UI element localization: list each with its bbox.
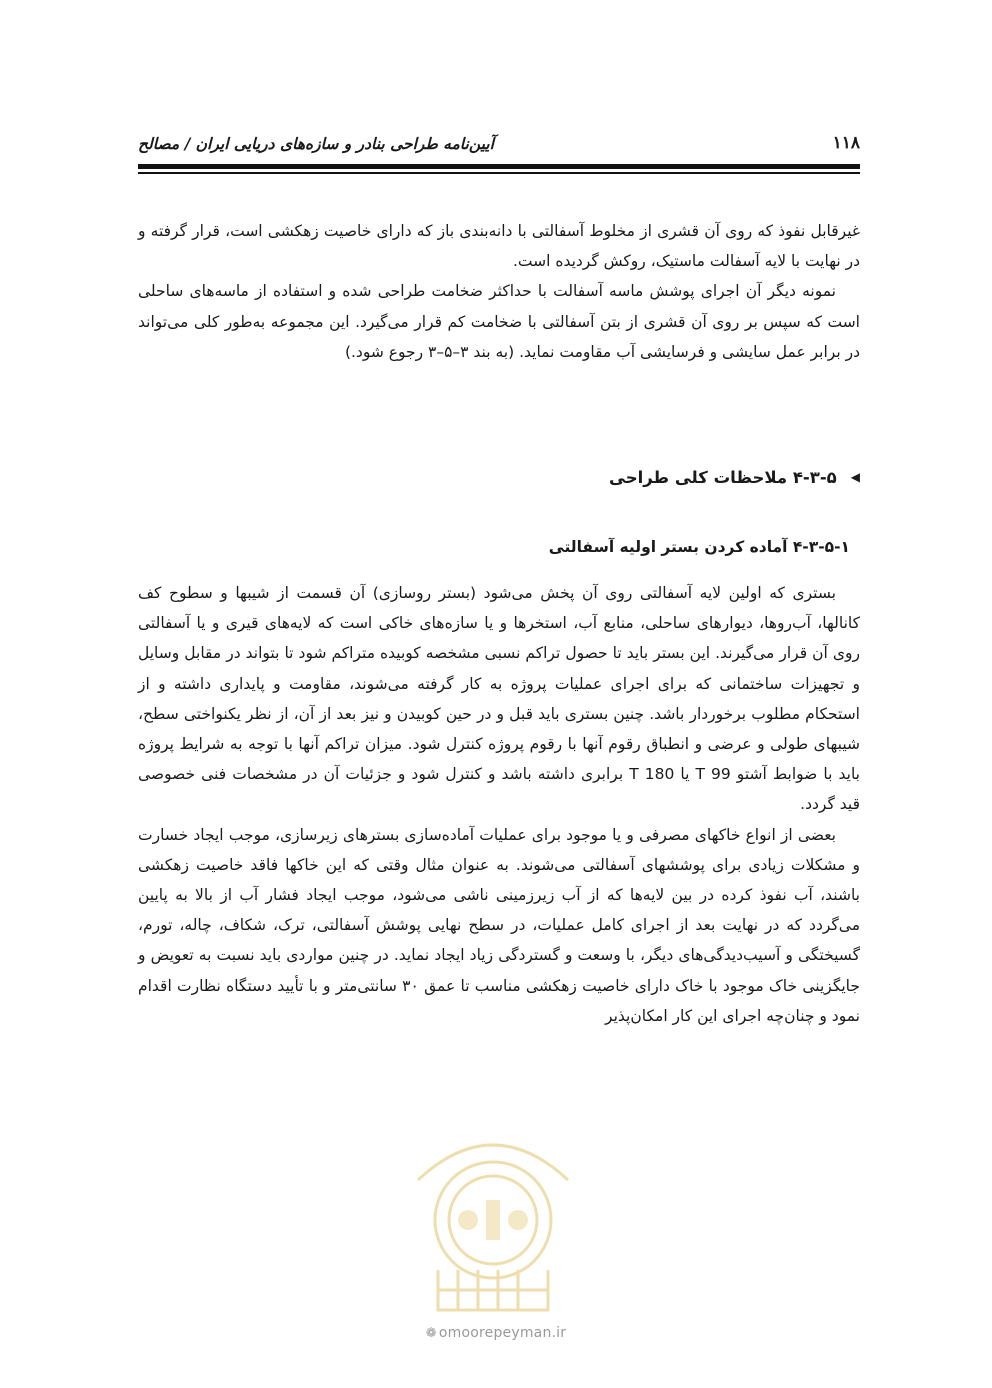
- running-title: آیین‌نامه طراحی بنادر و سازه‌های دریایی ایران / مصالح: [138, 133, 494, 153]
- header-rule-thin: [138, 172, 860, 174]
- intro-text: [138, 216, 860, 367]
- section-heading-text: ۴-۳-۵ ملاحظات کلی طراحی: [609, 467, 837, 487]
- running-header: [138, 128, 860, 158]
- watermark-site-text: omoorepeyman.ir: [438, 1325, 567, 1341]
- body-text: [138, 578, 860, 1031]
- section-heading: [138, 462, 860, 492]
- watermark-site: [0, 1325, 992, 1341]
- triangle-bullet-icon: ◀: [850, 470, 860, 484]
- intro-paragraph-2: نمونه دیگر آن اجرای پوشش ماسه آسفالت با حداکثر ضخامت طراحی شده و استفاده از ماسه‌های ساحلی است که سپس بر روی آن قشری از بتن آسفالتی با ضخامت کم قرار می‌گیرد. این مجموعه به‌طور کلی می‌تواند در برابر عمل سایشی و فرسایشی آب مقاومت نماید. (به بند ۳–۵–۳ رجوع شود.): [138, 282, 860, 361]
- subsection-heading: [138, 532, 860, 562]
- watermark-seal-icon: [378, 1120, 608, 1320]
- subsection-heading-text: ۴-۳-۵-۱ آماده کردن بستر اولیه آسفالتی: [548, 538, 850, 556]
- site-logo-icon: ❁: [425, 1326, 437, 1341]
- body-paragraph-2: بعضی از انواع خاکهای مصرفی و یا موجود برای عملیات آماده‌سازی بسترهای زیرسازی، موجب ایجاد خسارت و مشکلات زیادی برای پوششهای آسفالتی می‌شوند. به عنوان مثال وقتی که این خاکها فاقد خاصیت زهکشی باشند، آب نفوذ کرده در بین لایه‌ها که از آب زیرزمینی ناشی می‌شود، موجب ایجاد فشار آب از بالا به پایین می‌گردد که در نهایت بعد از اجرای کامل عملیات، در سطح نهایی پوشش آسفالتی، ترک، شکاف، چاله، تورم، گسیختگی و آسیب‌دیدگی‌های دیگر، با وسعت و گستردگی زیاد ایجاد نماید. در چنین مواردی باید نسبت به تعویض و جایگزینی خاک موجود با خاک دارای خاصیت زهکشی مناسب تا عمق ۳۰ سانتی‌متر و با تأیید دستگاه نظارت اقدام نمود و چنان‌چه اجرای این کار امکان‌پذیر: [138, 825, 860, 1025]
- header-rule-thick: [138, 164, 860, 169]
- page-number: ۱۱۸: [832, 133, 860, 153]
- intro-paragraph-1: غیرقابل نفوذ که روی آن قشری از مخلوط آسفالتی با دانه‌بندی باز که دارای خاصیت زهکشی است، قرار گرفته و در نهایت با لایه آسفالت ماستیک، روکش گردیده است.: [138, 222, 860, 271]
- body-paragraph-1: بستری که اولین لایه آسفالتی روی آن پخش می‌شود (بستر روسازی) آن قسمت از شیبها و سطوح کف کانالها، آب‌روها، دیوارهای ساحلی، منابع آب، استخرها و یا سازه‌های خاکی است که لایه‌های قیری و یا آسفالتی روی آن قرار می‌گیرند. این بستر باید تا حصول تراکم نسبی مشخصه کوبیده متراکم شود تا بتواند در مقابل وسایل و تجهیزات ساختمانی که برای اجرای عملیات پروژه به کار گرفته می‌شوند، مقاومت و پایداری داشته و از استحکام مطلوب برخوردار باشد. چنین بستری باید قبل و در حین کوبیدن و نیز بعد از آن، از نظر یکنواختی سطح، شیبهای طولی و عرضی و انطباق رقوم آنها با رقوم پروژه کنترل شود. میزان تراکم آنها با توجه به شرایط پروژه باید با ضوابط آشتو T 99 یا T 180 برابری داشته باشد و کنترل شود و جزئیات آن در مشخصات فنی خصوصی قید گردد.: [138, 584, 860, 814]
